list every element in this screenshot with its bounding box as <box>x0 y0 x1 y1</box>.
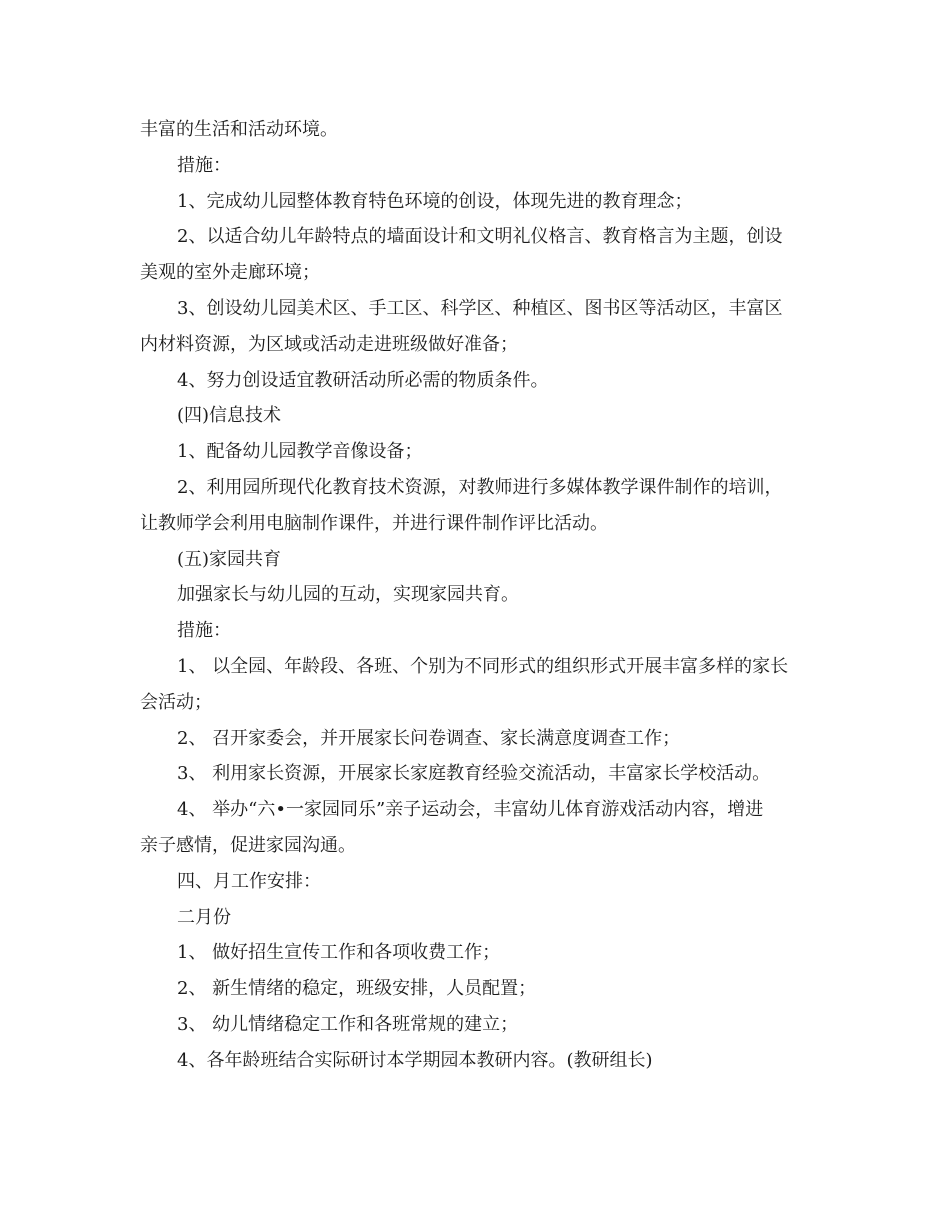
text-line: 加强家长与幼儿园的互动，实现家园共育。 <box>177 584 519 606</box>
month-heading <box>140 900 820 936</box>
text-line: 1、 做好招生宣传工作和各项收费工作； <box>177 942 501 964</box>
text-line: 2、 新生情绪的稳定，班级安排，人员配置； <box>177 978 537 1000</box>
list-item <box>140 935 820 971</box>
text-line: 亲子感情，促进家园沟通。 <box>140 834 356 856</box>
list-item <box>140 756 820 792</box>
text-line: 措施： <box>177 154 231 176</box>
list-item <box>140 363 820 399</box>
list-item <box>140 291 820 363</box>
section-heading <box>140 864 820 900</box>
text-line: 4、各年龄班结合实际研讨本学期园本教研内容。(教研组长) <box>177 1049 653 1071</box>
section-heading <box>140 542 820 578</box>
text-line: 让教师学会利用电脑制作课件，并进行课件制作评比活动。 <box>140 512 608 534</box>
text-line: 2、以适合幼儿年龄特点的墙面设计和文明礼仪格言、教育格言为主题，创设 <box>177 226 783 248</box>
text-line: 四、月工作安排： <box>177 870 321 892</box>
heading-measures <box>140 613 820 649</box>
text-line: 措施： <box>177 620 231 642</box>
text-line: 2、 召开家委会，并开展家长问卷调查、家长满意度调查工作； <box>177 727 681 749</box>
text-line: (五)家园共育 <box>177 548 282 570</box>
text-line: 4、 举办“六•一家园同乐”亲子运动会，丰富幼儿体育游戏活动内容，增进 <box>177 799 764 821</box>
list-item <box>140 971 820 1007</box>
text-line: 3、 利用家长资源，开展家长家庭教育经验交流活动，丰富家长学校活动。 <box>177 763 771 785</box>
list-item <box>140 219 820 291</box>
text-line: 4、努力创设适宜教研活动所必需的物质条件。 <box>177 369 549 391</box>
list-item <box>140 721 820 757</box>
text-line: (四)信息技术 <box>177 405 282 427</box>
text-line: 3、创设幼儿园美术区、手工区、科学区、种植区、图书区等活动区，丰富区 <box>177 297 783 319</box>
paragraph <box>140 577 820 613</box>
list-item <box>140 1043 820 1079</box>
text-line: 美观的室外走廊环境； <box>140 262 320 284</box>
text-line: 1、 以全园、年龄段、各班、个别为不同形式的组织形式开展丰富多样的家长 <box>177 655 789 677</box>
text-line: 1、完成幼儿园整体教育特色环境的创设，体现先进的教育理念； <box>177 190 693 212</box>
text-line: 3、 幼儿情绪稳定工作和各班常规的建立； <box>177 1013 519 1035</box>
text-line: 二月份 <box>177 906 231 928</box>
text-line: 丰富的生活和活动环境。 <box>140 119 338 140</box>
list-item <box>140 649 820 721</box>
list-item <box>140 1007 820 1043</box>
paragraph <box>140 112 820 148</box>
list-item <box>140 470 820 542</box>
text-line: 内材料资源，为区域或活动走进班级做好准备； <box>140 333 518 355</box>
text-line: 1、配备幼儿园教学音像设备； <box>177 441 423 463</box>
text-line: 会活动； <box>140 691 212 713</box>
text-line: 2、利用园所现代化教育技术资源，对教师进行多媒体教学课件制作的培训， <box>177 476 783 498</box>
document-page <box>140 112 820 1079</box>
section-heading <box>140 398 820 434</box>
list-item <box>140 184 820 220</box>
heading-measures <box>140 148 820 184</box>
list-item <box>140 434 820 470</box>
list-item <box>140 792 820 864</box>
